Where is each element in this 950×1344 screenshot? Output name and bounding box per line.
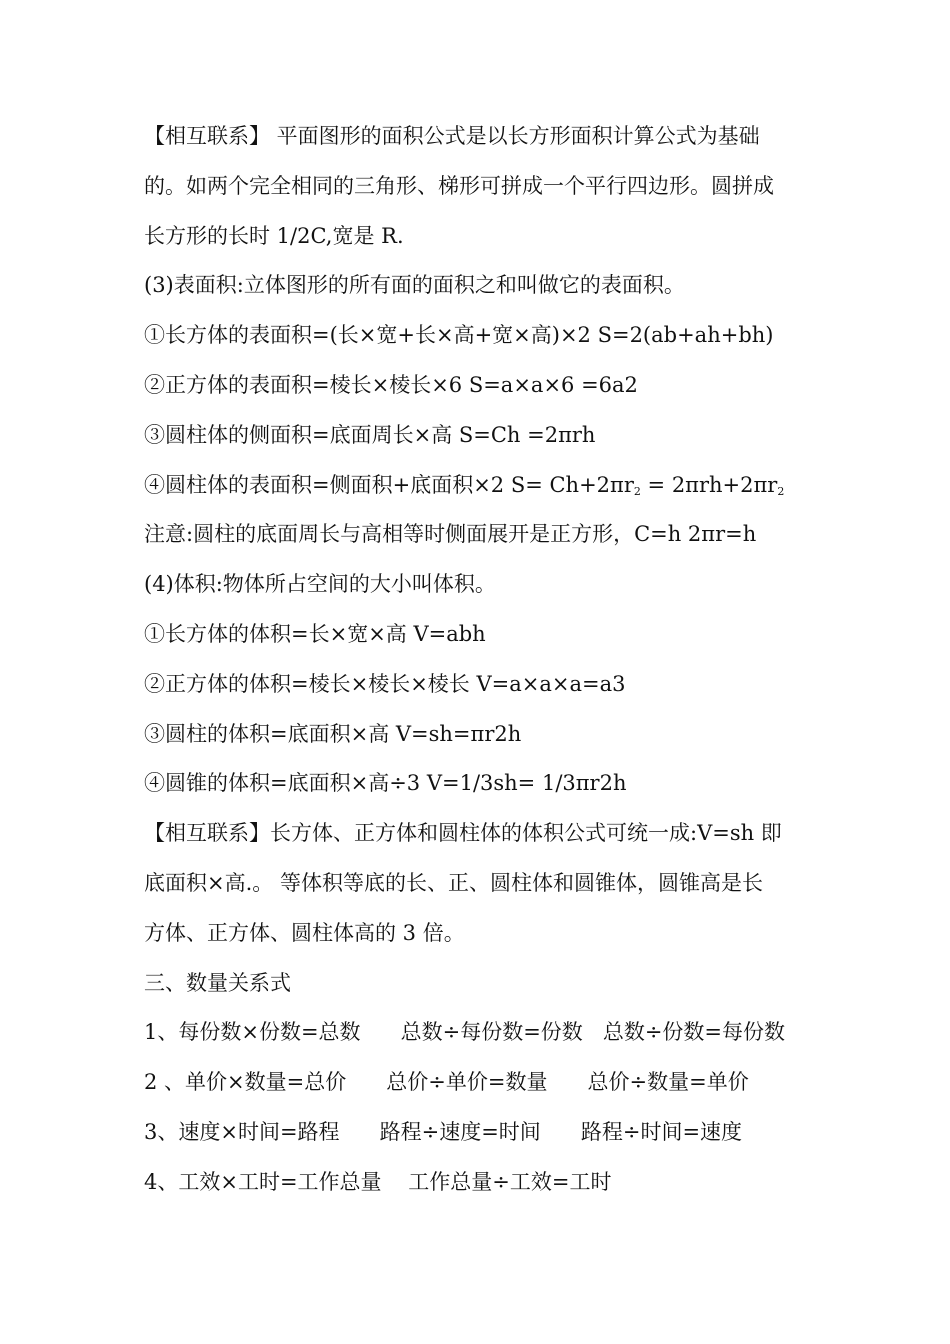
text-line-6: ②正方体的表面积=棱长×棱长×6 S=a×a×6 =6a2 — [144, 372, 638, 397]
text-line-8-cylinder-surface — [144, 461, 814, 511]
text-line-5: ①长方体的表面积=(长×宽+长×高+宽×高)×2 S=2(ab+ah+bh) — [144, 323, 774, 348]
cylinder-surface-sub2: 2 — [777, 484, 785, 498]
text-line-3: 长方形的长时 1/2C,宽是 R. — [144, 223, 404, 248]
text-line-2: 的。如两个完全相同的三角形、梯形可拼成一个平行四边形。圆拼成 — [144, 173, 774, 198]
cylinder-surface-part1: ④圆柱体的表面积=侧面积+底面积×2 S= Ch+2πr — [144, 472, 634, 497]
cylinder-surface-part2: = 2πrh+2πr — [640, 472, 778, 497]
text-line-16: 底面积×高.。 等体积等底的长、正、圆柱体和圆锥体，圆锥高是长 — [144, 870, 763, 895]
text-line-19: 1、每份数×份数=总数 总数÷每份数=份数 总数÷份数=每份数 — [144, 1020, 786, 1045]
text-line-14: ④圆锥的体积=底面积×高÷3 V=1/3sh= 1/3πr2h — [144, 771, 627, 796]
cylinder-surface-sub1: 2 — [633, 484, 641, 498]
section-heading: 三、数量关系式 — [144, 970, 291, 995]
text-line-10: (4)体积:物体所占空间的大小叫体积。 — [144, 572, 496, 597]
text-line-21: 3、速度×时间=路程 路程÷速度=时间 路程÷时间=速度 — [144, 1119, 743, 1144]
text-line-17: 方体、正方体、圆柱体高的 3 倍。 — [144, 920, 465, 945]
text-line-12: ②正方体的体积=棱长×棱长×棱长 V=a×a×a=a3 — [144, 671, 626, 696]
text-line-20: 2 、单价×数量=总价 总价÷单价=数量 总价÷数量=单价 — [144, 1070, 749, 1095]
document-body — [144, 112, 814, 1208]
text-line-9: 注意:圆柱的底面周长与高相等时侧面展开是正方形，C=h 2πr=h — [144, 522, 757, 547]
text-line-22: 4、工效×工时=工作总量 工作总量÷工效=工时 — [144, 1169, 612, 1194]
text-line-1: 【相互联系】 平面图形的面积公式是以长方形面积计算公式为基础 — [144, 124, 760, 148]
text-line-11: ①长方体的体积=长×宽×高 V=abh — [144, 621, 486, 646]
text-line-15: 【相互联系】长方体、正方体和圆柱体的体积公式可统一成:V=sh 即 — [144, 821, 782, 846]
text-line-13: ③圆柱的体积=底面积×高 V=sh=πr2h — [144, 721, 522, 746]
text-line-4: (3)表面积:立体图形的所有面的面积之和叫做它的表面积。 — [144, 273, 685, 298]
text-line-7: ③圆柱体的侧面积=底面周长×高 S=Ch =2πrh — [144, 422, 596, 447]
